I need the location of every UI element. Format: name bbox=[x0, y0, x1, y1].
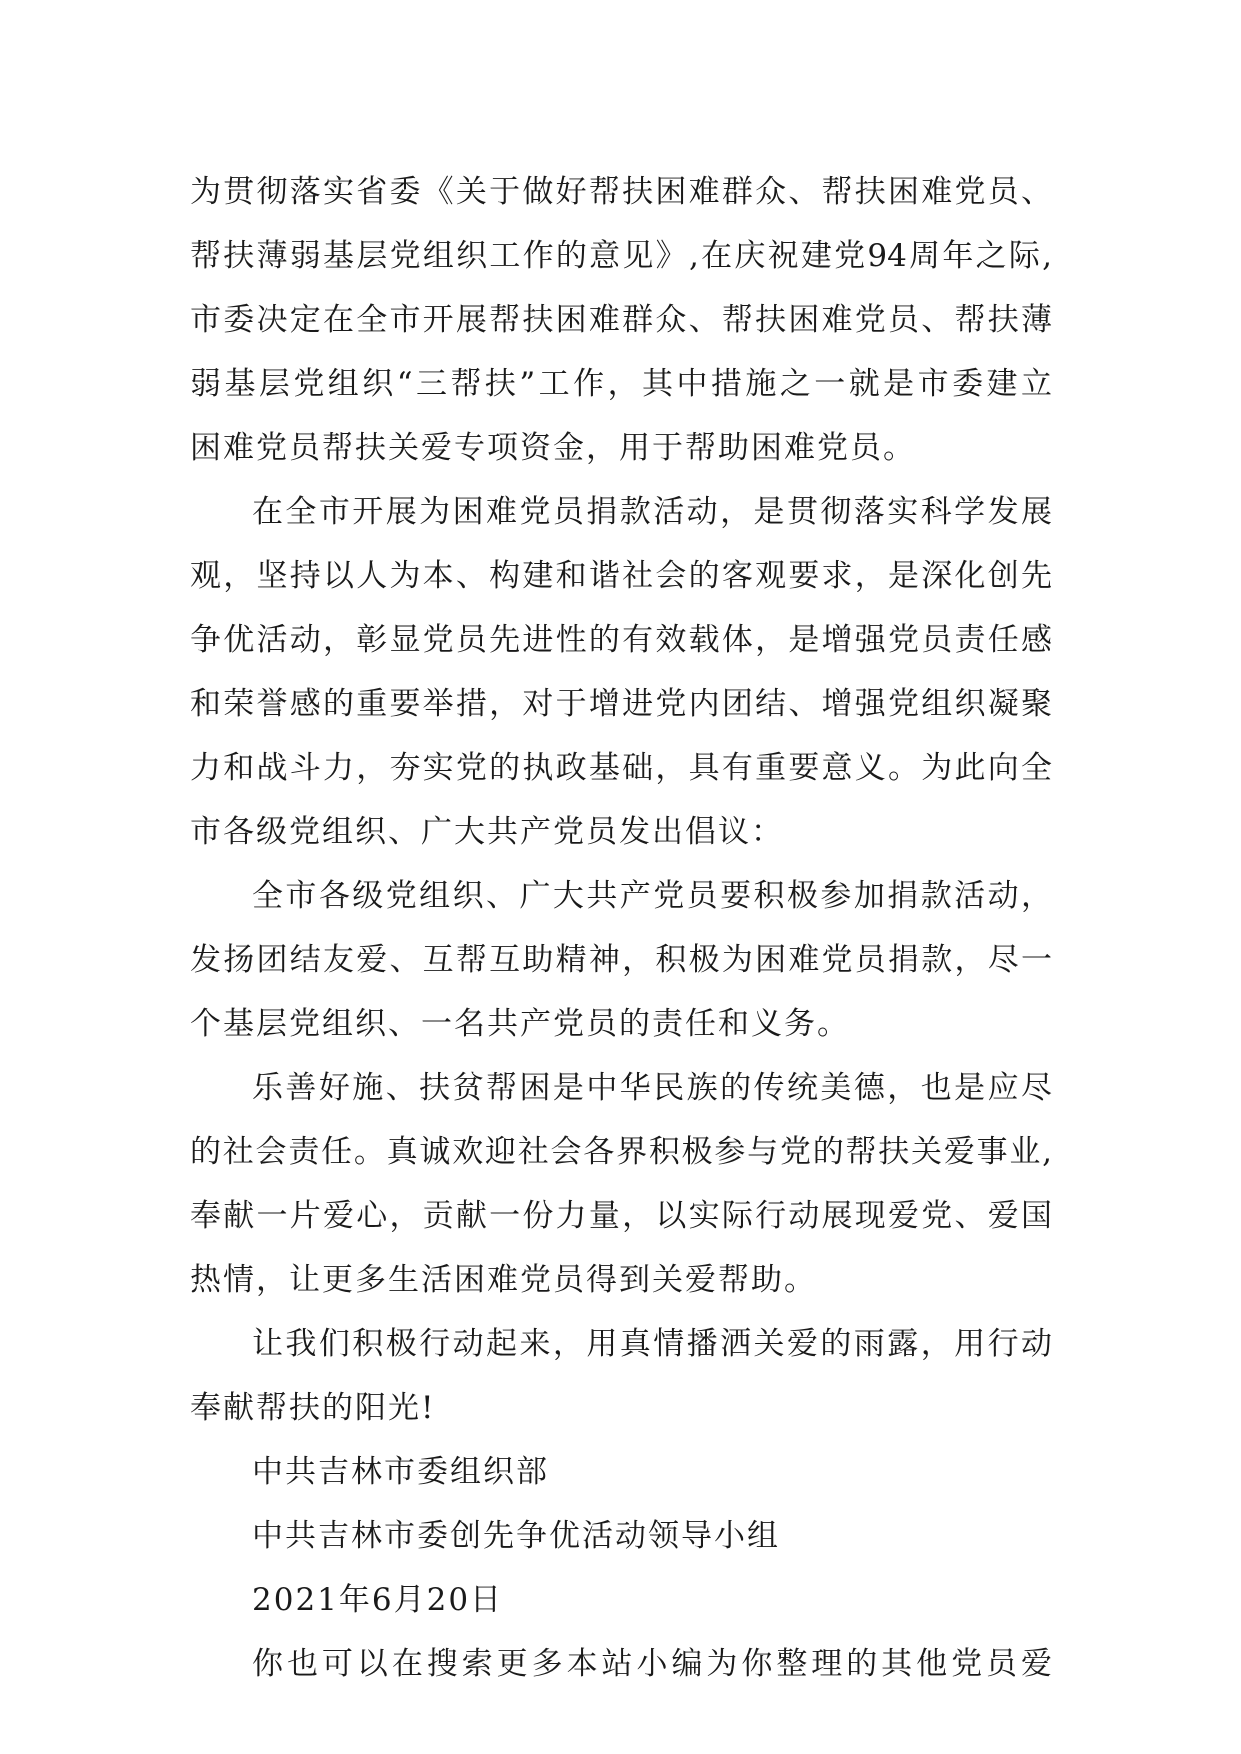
text-line: 为贯彻落实省委《关于做好帮扶困难群众、帮扶困难党员、 bbox=[190, 174, 1052, 210]
text-line: 你也可以在搜索更多本站小编为你整理的其他党员爱 bbox=[252, 1646, 1052, 1682]
signature-group: 中共吉林市委创先争优活动领导小组 bbox=[252, 1518, 780, 1554]
signature-organization: 中共吉林市委组织部 bbox=[252, 1454, 549, 1490]
text-line: 和荣誉感的重要举措，对于增进党内团结、增强党组织凝聚 bbox=[190, 686, 1052, 722]
text-line: 全市各级党组织、广大共产党员要积极参加捐款活动， bbox=[252, 878, 1052, 914]
text-line: 在全市开展为困难党员捐款活动，是贯彻落实科学发展 bbox=[252, 494, 1052, 530]
text-line: 乐善好施、扶贫帮困是中华民族的传统美德，也是应尽 bbox=[252, 1070, 1052, 1106]
text-line: 热情，让更多生活困难党员得到关爱帮助。 bbox=[190, 1262, 817, 1298]
text-line: 争优活动，彰显党员先进性的有效载体，是增强党员责任感 bbox=[190, 622, 1052, 658]
text-line: 力和战斗力，夯实党的执政基础，具有重要意义。为此向全 bbox=[190, 750, 1052, 786]
text-line: 发扬团结友爱、互帮互助精神，积极为困难党员捐款，尽一 bbox=[190, 942, 1052, 978]
signature-date: 2021年6月20日 bbox=[252, 1582, 504, 1618]
text-line: 奉献一片爱心，贡献一份力量，以实际行动展现爱党、爱国 bbox=[190, 1198, 1052, 1234]
text-line: 帮扶薄弱基层党组织工作的意见》,在庆祝建党94周年之际, bbox=[190, 238, 1052, 274]
text-line: 弱基层党组织“三帮扶”工作，其中措施之一就是市委建立 bbox=[190, 366, 1052, 402]
text-line: 市各级党组织、广大共产党员发出倡议： bbox=[190, 814, 784, 850]
document-body bbox=[190, 160, 1052, 1696]
text-line: 困难党员帮扶关爱专项资金，用于帮助困难党员。 bbox=[190, 430, 916, 466]
text-line: 观，坚持以人为本、构建和谐社会的客观要求，是深化创先 bbox=[190, 558, 1052, 594]
text-line: 奉献帮扶的阳光! bbox=[190, 1390, 436, 1426]
text-line: 的社会责任。真诚欢迎社会各界积极参与党的帮扶关爱事业, bbox=[190, 1134, 1052, 1170]
text-line: 个基层党组织、一名共产党员的责任和义务。 bbox=[190, 1006, 850, 1042]
text-line: 让我们积极行动起来，用真情播洒关爱的雨露，用行动 bbox=[252, 1326, 1052, 1362]
text-line: 市委决定在全市开展帮扶困难群众、帮扶困难党员、帮扶薄 bbox=[190, 302, 1052, 338]
